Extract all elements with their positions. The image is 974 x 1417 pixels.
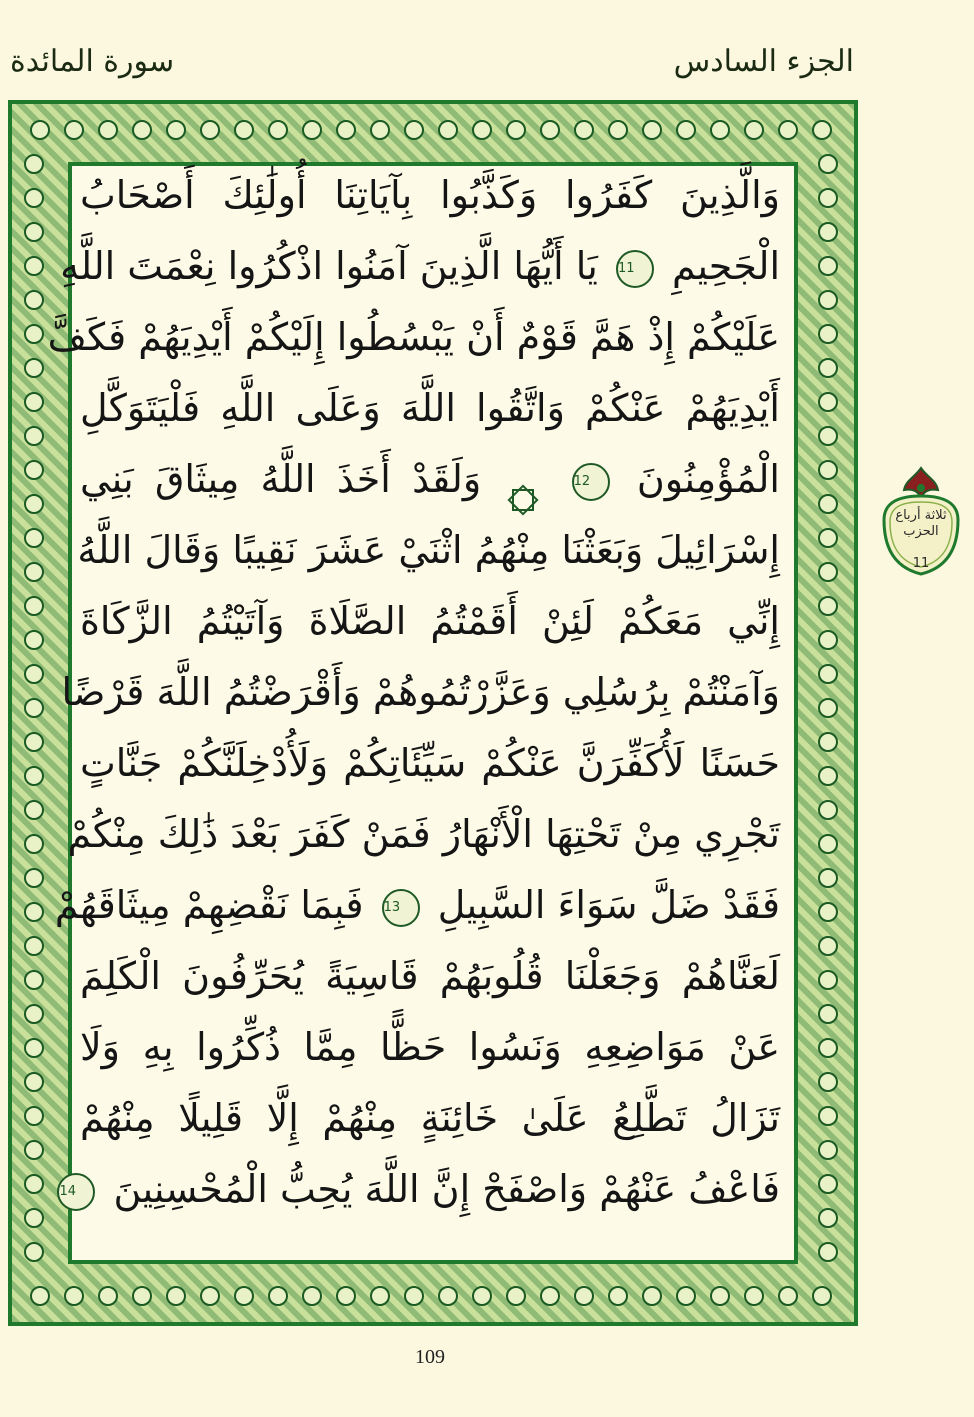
frame-knot-ornament — [24, 902, 44, 922]
frame-knot-ornament — [268, 120, 288, 140]
verse-text: فَقَدْ ضَلَّ سَوَاءَ السَّبِيلِ — [437, 883, 780, 927]
verse-text: تَزَالُ تَطَّلِعُ عَلَىٰ خَائِنَةٍ مِنْهُمْ إِلَّا قَلِيلًا مِنْهُمْ — [80, 1096, 780, 1140]
frame-knot-ornament — [778, 1286, 798, 1306]
frame-knot-ornament — [24, 596, 44, 616]
frame-knot-ornament — [24, 834, 44, 854]
frame-knot-ornament — [24, 1208, 44, 1228]
frame-knot-ornament — [818, 1106, 838, 1126]
frame-knot-ornament — [24, 970, 44, 990]
frame-knot-ornament — [64, 1286, 84, 1306]
frame-knot-ornament — [574, 1286, 594, 1306]
verse-text: أَيْدِيَهُمْ عَنْكُمْ وَاتَّقُوا اللَّهَ وَعَلَى اللَّهِ فَلْيَتَوَكَّلِ — [80, 386, 780, 430]
verse-text: إِسْرَائِيلَ وَبَعَثْنَا مِنْهُمُ اثْنَيْ عَشَرَ نَقِيبًا وَقَالَ اللَّهُ — [77, 528, 780, 572]
frame-knot-ornament — [778, 120, 798, 140]
frame-knot-ornament — [608, 120, 628, 140]
frame-knot-ornament — [438, 1286, 458, 1306]
frame-knot-ornament — [24, 1038, 44, 1058]
frame-knot-ornament — [166, 120, 186, 140]
frame-knot-ornament — [404, 120, 424, 140]
frame-knot-ornament — [24, 562, 44, 582]
frame-knot-ornament — [818, 188, 838, 208]
frame-knot-ornament — [132, 1286, 152, 1306]
frame-knot-ornament — [98, 1286, 118, 1306]
frame-knot-ornament — [24, 630, 44, 650]
verse-text: وَالَّذِينَ كَفَرُوا وَكَذَّبُوا بِآيَاتِنَا أُولَٰئِكَ أَصْحَابُ — [80, 173, 780, 217]
frame-knot-ornament — [132, 120, 152, 140]
frame-knot-ornament — [818, 1004, 838, 1024]
frame-knot-ornament — [676, 120, 696, 140]
frame-knot-ornament — [818, 460, 838, 480]
verse-text: حَسَنًا لَأُكَفِّرَنَّ عَنْكُمْ سَيِّئَاتِكُمْ وَلَأُدْخِلَنَّكُمْ جَنَّاتٍ — [80, 741, 780, 785]
frame-knot-ornament — [24, 1140, 44, 1160]
frame-knot-ornament — [608, 1286, 628, 1306]
frame-knot-ornament — [404, 1286, 424, 1306]
frame-knot-ornament — [24, 460, 44, 480]
frame-knot-ornament — [268, 1286, 288, 1306]
frame-knot-ornament — [676, 1286, 696, 1306]
frame-knot-ornament — [64, 120, 84, 140]
frame-knot-ornament — [24, 358, 44, 378]
frame-knot-ornament — [812, 1286, 832, 1306]
frame-knot-ornament — [818, 290, 838, 310]
frame-knot-ornament — [818, 630, 838, 650]
frame-knot-ornament — [24, 800, 44, 820]
ayah-number-marker: 13 — [382, 889, 420, 927]
page-header — [0, 40, 974, 100]
juz-title: الجزء السادس — [673, 44, 854, 79]
frame-knot-ornament — [642, 1286, 662, 1306]
verse-line — [80, 160, 780, 231]
frame-knot-ornament — [336, 120, 356, 140]
frame-knot-ornament — [818, 1038, 838, 1058]
frame-knot-ornament — [24, 154, 44, 174]
verse-line — [54, 870, 780, 941]
frame-knot-ornament — [166, 1286, 186, 1306]
frame-knot-ornament — [506, 120, 526, 140]
frame-knot-ornament — [438, 120, 458, 140]
frame-knot-ornament — [818, 698, 838, 718]
verse-text: عَلَيْكُمْ إِذْ هَمَّ قَوْمٌ أَنْ يَبْسُطُوا إِلَيْكُمْ أَيْدِيَهُمْ فَكَفَّ — [47, 315, 780, 359]
frame-knot-ornament — [370, 120, 390, 140]
verse-line — [59, 1154, 780, 1225]
frame-knot-ornament — [24, 868, 44, 888]
frame-knot-ornament — [818, 154, 838, 174]
frame-knot-ornament — [24, 698, 44, 718]
frame-knot-ornament — [24, 290, 44, 310]
frame-knot-ornament — [24, 1106, 44, 1126]
verse-line — [47, 302, 780, 373]
ayah-number-marker: 12 — [572, 463, 610, 501]
frame-knot-ornament — [24, 936, 44, 956]
frame-knot-ornament — [818, 358, 838, 378]
frame-knot-ornament — [200, 1286, 220, 1306]
frame-knot-ornament — [818, 1242, 838, 1262]
verse-text: تَجْرِي مِنْ تَحْتِهَا الْأَنْهَارُ فَمَنْ كَفَرَ بَعْدَ ذَٰلِكَ مِنْكُمْ — [67, 812, 780, 856]
frame-knot-ornament — [24, 1174, 44, 1194]
verse-line — [80, 1012, 780, 1083]
frame-knot-ornament — [98, 120, 118, 140]
frame-knot-ornament — [818, 1140, 838, 1160]
verse-text: عَنْ مَوَاضِعِهِ وَنَسُوا حَظًّا مِمَّا ذُكِّرُوا بِهِ وَلَا — [80, 1025, 780, 1069]
frame-knot-ornament — [24, 528, 44, 548]
frame-knot-ornament — [472, 120, 492, 140]
hizb-quarter-badge — [876, 460, 966, 590]
frame-knot-ornament — [744, 120, 764, 140]
verse-line — [80, 1083, 780, 1154]
frame-knot-ornament — [540, 120, 560, 140]
verse-line — [80, 941, 780, 1012]
verse-text: فَبِمَا نَقْضِهِمْ مِيثَاقَهُمْ — [54, 883, 364, 927]
frame-knot-ornament — [302, 120, 322, 140]
frame-knot-ornament — [818, 936, 838, 956]
frame-knot-ornament — [506, 1286, 526, 1306]
verse-line — [80, 728, 780, 799]
verse-line — [60, 231, 780, 302]
frame-knot-ornament — [812, 120, 832, 140]
verse-text: يَا أَيُّهَا الَّذِينَ آمَنُوا اذْكُرُوا نِعْمَتَ اللَّهِ — [60, 244, 598, 288]
frame-knot-ornament — [24, 732, 44, 752]
frame-knot-ornament — [200, 120, 220, 140]
page-number: 109 — [415, 1346, 445, 1368]
frame-knot-ornament — [818, 596, 838, 616]
frame-knot-ornament — [234, 1286, 254, 1306]
frame-knot-ornament — [818, 970, 838, 990]
hizb-badge-number: 11 — [912, 556, 930, 571]
frame-knot-ornament — [818, 902, 838, 922]
ayah-number-marker: 11 — [616, 250, 654, 288]
frame-knot-ornament — [472, 1286, 492, 1306]
verse-text: فَاعْفُ عَنْهُمْ وَاصْفَحْ إِنَّ اللَّهَ يُحِبُّ الْمُحْسِنِينَ — [113, 1167, 780, 1211]
frame-knot-ornament — [818, 392, 838, 412]
frame-knot-ornament — [540, 1286, 560, 1306]
surah-title: سورة المائدة — [10, 44, 175, 79]
frame-knot-ornament — [24, 222, 44, 242]
frame-knot-ornament — [642, 120, 662, 140]
verse-text: وَلَقَدْ أَخَذَ اللَّهُ مِيثَاقَ بَنِي — [80, 457, 482, 501]
frame-knot-ornament — [818, 256, 838, 276]
frame-knot-ornament — [24, 426, 44, 446]
frame-knot-ornament — [24, 256, 44, 276]
frame-knot-ornament — [24, 188, 44, 208]
frame-knot-ornament — [30, 120, 50, 140]
frame-knot-ornament — [818, 732, 838, 752]
frame-knot-ornament — [818, 800, 838, 820]
hizb-badge-label: ثلاثة أرباع الحزب — [895, 508, 947, 539]
quran-text-area — [47, 160, 780, 1260]
frame-knot-ornament — [818, 868, 838, 888]
frame-knot-ornament — [818, 494, 838, 514]
verse-text: الْجَحِيمِ — [672, 244, 780, 288]
verse-line — [67, 799, 780, 870]
frame-knot-ornament — [818, 1072, 838, 1092]
frame-knot-ornament — [818, 834, 838, 854]
frame-knot-ornament — [24, 1242, 44, 1262]
frame-knot-ornament — [24, 664, 44, 684]
frame-knot-ornament — [744, 1286, 764, 1306]
frame-knot-ornament — [818, 766, 838, 786]
verse-line — [77, 515, 780, 586]
frame-knot-ornament — [30, 1286, 50, 1306]
ayah-number-marker: 14 — [57, 1173, 95, 1211]
frame-knot-ornament — [818, 324, 838, 344]
verse-line — [80, 373, 780, 444]
verse-text: وَآمَنْتُمْ بِرُسُلِي وَعَزَّرْتُمُوهُمْ وَأَقْرَضْتُمُ اللَّهَ قَرْضًا — [61, 670, 780, 714]
verse-line — [80, 444, 780, 515]
frame-knot-ornament — [336, 1286, 356, 1306]
frame-knot-ornament — [818, 1208, 838, 1228]
verse-line — [61, 657, 780, 728]
frame-knot-ornament — [24, 1072, 44, 1092]
frame-knot-ornament — [818, 664, 838, 684]
frame-knot-ornament — [710, 120, 730, 140]
frame-knot-ornament — [24, 494, 44, 514]
frame-knot-ornament — [818, 528, 838, 548]
frame-knot-ornament — [24, 766, 44, 786]
verse-text: الْمُؤْمِنُونَ — [636, 457, 780, 501]
frame-knot-ornament — [818, 222, 838, 242]
frame-knot-ornament — [234, 120, 254, 140]
verse-text: لَعَنَّاهُمْ وَجَعَلْنَا قُلُوبَهُمْ قَاسِيَةً يُحَرِّفُونَ الْكَلِمَ — [80, 954, 780, 998]
verse-line — [80, 586, 780, 657]
frame-knot-ornament — [24, 324, 44, 344]
rub-el-hizb-icon — [506, 467, 540, 497]
verse-text: إِنِّي مَعَكُمْ لَئِنْ أَقَمْتُمُ الصَّلَاةَ وَآتَيْتُمُ الزَّكَاةَ — [80, 599, 780, 643]
frame-knot-ornament — [24, 392, 44, 412]
frame-knot-ornament — [24, 1004, 44, 1024]
frame-knot-ornament — [818, 426, 838, 446]
frame-knot-ornament — [818, 1174, 838, 1194]
frame-knot-ornament — [302, 1286, 322, 1306]
frame-knot-ornament — [370, 1286, 390, 1306]
frame-knot-ornament — [574, 120, 594, 140]
frame-knot-ornament — [818, 562, 838, 582]
frame-knot-ornament — [710, 1286, 730, 1306]
